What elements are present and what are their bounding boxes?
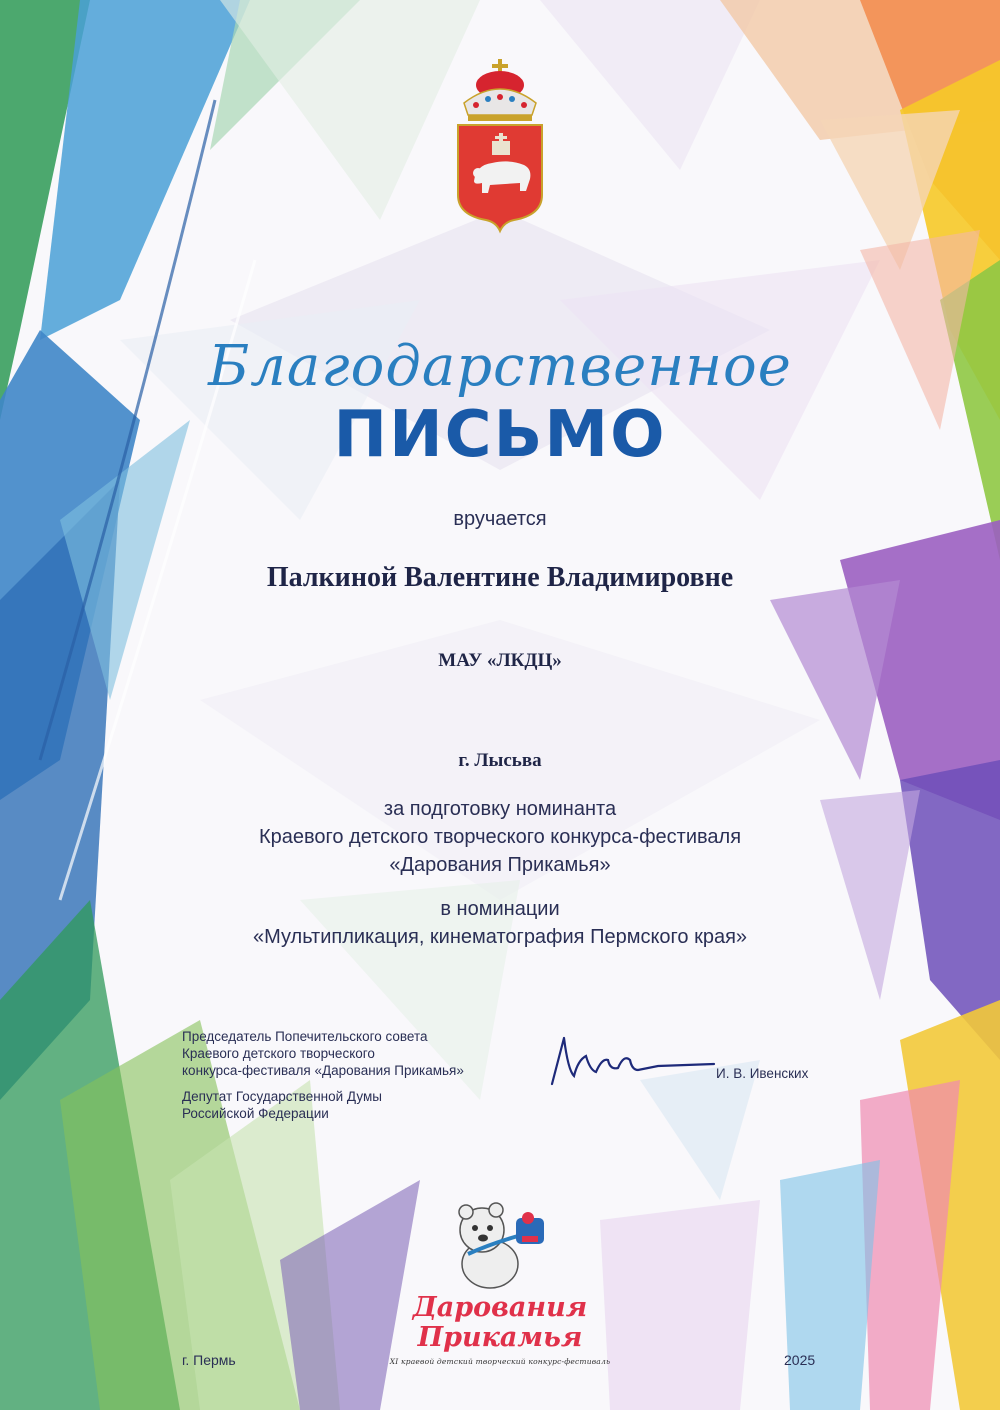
logo-title-line1: Дарования (412, 1292, 588, 1323)
nomination-line: «Мультипликация, кинематография Пермского края» (252, 926, 748, 948)
title-line: Депутат Государственной Думы (182, 1089, 382, 1104)
reason-line: Краевого детского творческого конкурса-фестиваля (258, 826, 742, 848)
position-line: Председатель Попечительского совета (182, 1029, 428, 1044)
issue-year: 2025 (784, 1352, 816, 1368)
coat-of-arms-icon (440, 55, 560, 235)
nomination-line: в номинации (440, 898, 560, 920)
reason-line: «Дарования Прикамья» (389, 854, 611, 876)
reason-line: за подготовку номинанта (383, 798, 617, 820)
award-reason (0, 795, 1000, 879)
title-main: ПИСЬМО (333, 398, 667, 472)
title-script: Благодарственное (208, 334, 792, 399)
bear-mascot-icon (440, 1196, 560, 1296)
organization-name: МАУ «ЛКДЦ» (438, 650, 562, 671)
title-line: Российской Федерации (182, 1106, 329, 1121)
signer-name: И. В. Ивенских (716, 1066, 809, 1081)
position-line: конкурса-фестиваля «Дарования Прикамья» (182, 1063, 464, 1078)
nomination (0, 895, 1000, 951)
presented-label: вручается (453, 508, 547, 530)
signatory-position (182, 1028, 542, 1122)
logo-title-line2: Прикамья (417, 1322, 583, 1353)
logo-subtitle: XI краевой детский творческий конкурс-фестиваль (389, 1357, 611, 1366)
city-name: г. Лысьва (458, 750, 542, 771)
handwritten-signature (538, 1030, 718, 1090)
issue-place: г. Пермь (182, 1352, 236, 1368)
position-line: Краевого детского творческого (182, 1046, 375, 1061)
recipient-name: Палкиной Валентине Владимировне (266, 562, 734, 593)
